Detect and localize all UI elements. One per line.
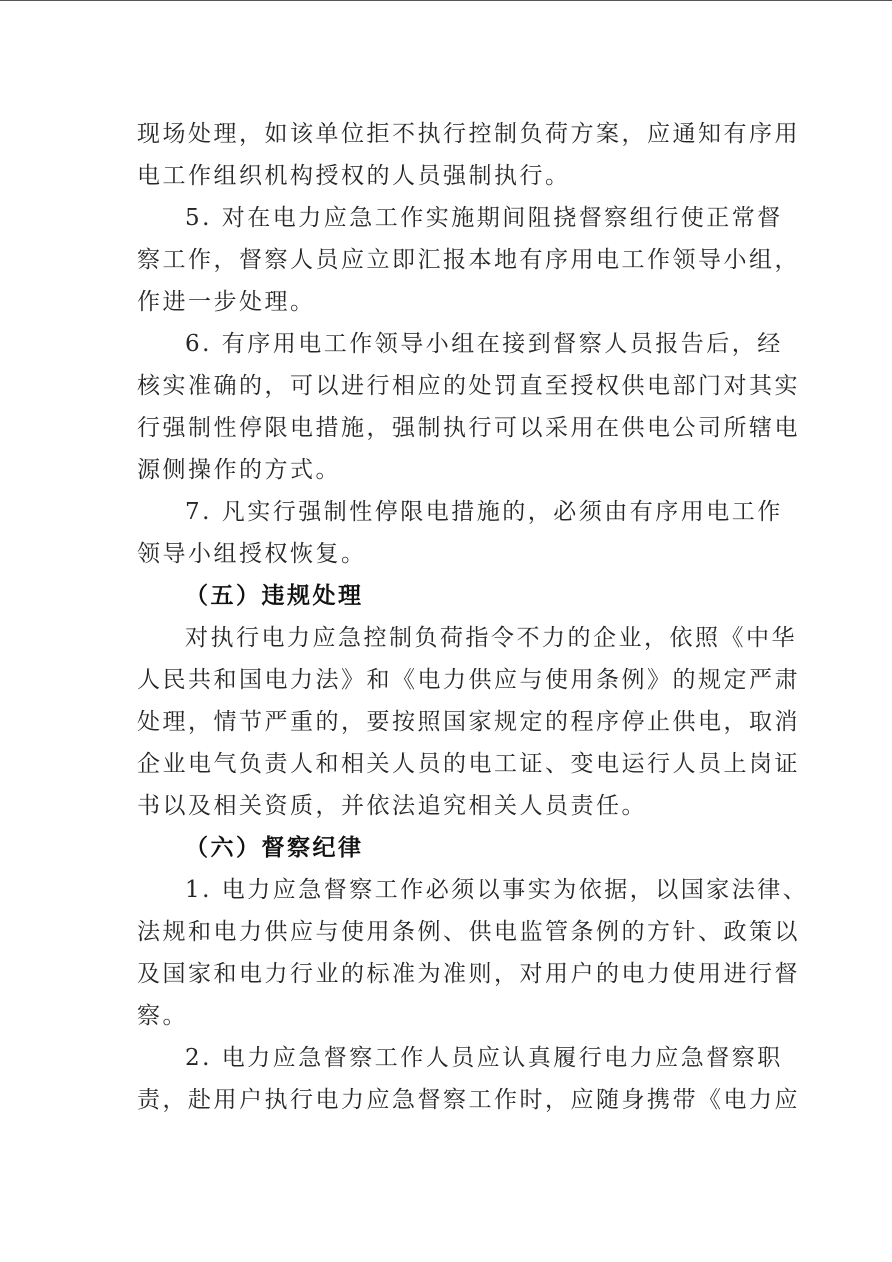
text-line: 对执行电力应急控制负荷指令不力的企业，依照《中华 bbox=[185, 625, 797, 651]
text-line: 5. 对在电力应急工作实施期间阻挠督察组行使正常督 bbox=[185, 205, 783, 231]
document-body bbox=[137, 113, 809, 1121]
text-line: 行强制性停限电措施，强制执行可以采用在供电公司所辖电 bbox=[137, 415, 800, 441]
text-line: 核实准确的，可以进行相应的处罚直至授权供电部门对其实 bbox=[137, 373, 800, 399]
text-line: 1. 电力应急督察工作必须以事实为依据，以国家法律、 bbox=[185, 877, 809, 903]
text-line: 察工作，督察人员应立即汇报本地有序用电工作领导小组， bbox=[137, 247, 800, 273]
text-line: 责，赴用户执行电力应急督察工作时，应随身携带《电力应 bbox=[137, 1087, 800, 1113]
text-line: 企业电气负责人和相关人员的电工证、变电运行人员上岗证 bbox=[137, 751, 800, 777]
text-line: 2. 电力应急督察工作人员应认真履行电力应急督察职 bbox=[185, 1045, 783, 1071]
text-line: 及国家和电力行业的标准为准则，对用户的电力使用进行督 bbox=[137, 961, 800, 987]
text-line: 书以及相关资质，并依法追究相关人员责任。 bbox=[137, 793, 647, 819]
text-line: 7. 凡实行强制性停限电措施的，必须由有序用电工作 bbox=[185, 499, 783, 525]
text-line: 6. 有序用电工作领导小组在接到督察人员报告后，经 bbox=[185, 331, 783, 357]
text-line: 察。 bbox=[137, 1003, 188, 1029]
text-line: 领导小组授权恢复。 bbox=[137, 541, 367, 567]
text-line: 电工作组织机构授权的人员强制执行。 bbox=[137, 163, 571, 189]
text-line: 作进一步处理。 bbox=[137, 289, 316, 315]
section-heading: （六）督察纪律 bbox=[185, 835, 364, 861]
section-heading: （五）违规处理 bbox=[185, 583, 364, 609]
text-line: 人民共和国电力法》和《电力供应与使用条例》的规定严肃 bbox=[137, 667, 800, 693]
text-line: 源侧操作的方式。 bbox=[137, 457, 341, 483]
text-line: 处理，情节严重的，要按照国家规定的程序停止供电，取消 bbox=[137, 709, 800, 735]
text-line: 法规和电力供应与使用条例、供电监管条例的方针、政策以 bbox=[137, 919, 800, 945]
text-line: 现场处理，如该单位拒不执行控制负荷方案，应通知有序用 bbox=[137, 121, 800, 147]
